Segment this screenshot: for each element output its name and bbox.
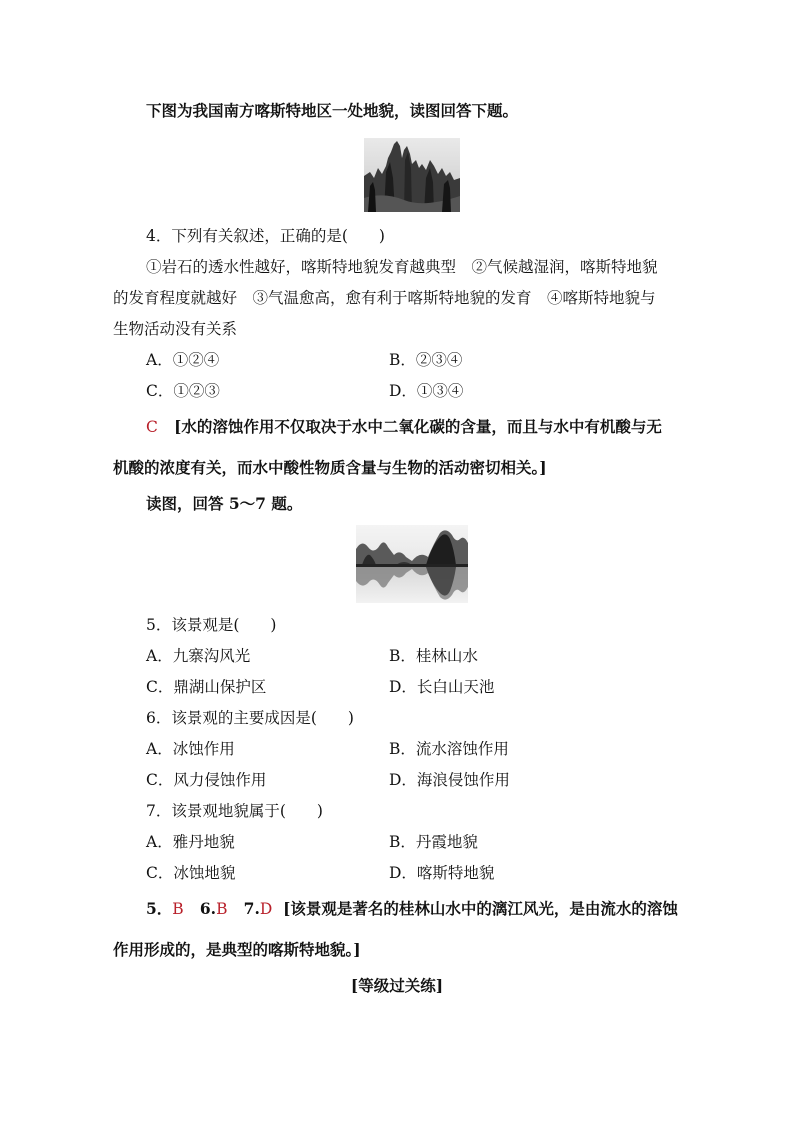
q6-option-d: D．海浪侵蚀作用 [389,771,510,789]
q7-option-c: C．冰蚀地貌 [146,864,236,882]
q5-stem: 5．该景观是( ) [146,616,277,634]
q4-statement-line-1: ①岩石的透水性越好，喀斯特地貌发育越典型 ②气候越湿润，喀斯特地貌 [146,258,658,276]
q4-statement-line-3: 生物活动没有关系 [113,320,238,338]
q5-7-explanation-2: 作用形成的，是典型的喀斯特地貌。] [113,940,361,959]
stone-forest-photo [364,138,460,212]
q4-explanation-1: [水的溶蚀作用不仅取决于水中二氧化碳的含量，而且与水中有机酸与无 [174,417,662,436]
q4-option-a: A．①②④ [146,351,220,369]
q7-option-d: D．喀斯特地貌 [389,864,495,882]
q4-option-c: C．①②③ [146,382,220,400]
q6-answer: B [216,900,228,918]
q4-answer-line [146,417,662,437]
guilin-landscape-photo [356,525,468,603]
q6-stem: 6．该景观的主要成因是( ) [146,709,354,727]
q5-7-answer-line [146,899,678,919]
q6-number: 6. [199,899,217,918]
q4-stem: 4．下列有关叙述，正确的是( ) [146,227,385,245]
q5-option-c: C．鼎湖山保护区 [146,678,267,696]
section-heading: [等级过关练] [350,976,444,995]
q5-number: 5． [146,899,173,918]
q4-option-b: B．②③④ [389,351,463,369]
q6-option-c: C．风力侵蚀作用 [146,771,267,789]
q7-option-a: A．雅丹地貌 [146,833,235,851]
q5-option-a: A．九寨沟风光 [146,647,251,665]
q6-option-b: B．流水溶蚀作用 [389,740,509,758]
intro-text-1: 下图为我国南方喀斯特地区一处地貌，读图回答下题。 [146,101,519,120]
q6-option-a: A．冰蚀作用 [146,740,235,758]
intro-text-2: 读图，回答 5～7 题。 [146,494,303,513]
q7-stem: 7．该景观地貌属于( ) [146,802,323,820]
q4-explanation-2: 机酸的浓度有关，而水中酸性物质含量与生物的活动密切相关。] [113,458,547,477]
q5-7-explanation-1: [该景观是著名的桂林山水中的漓江风光，是由流水的溶蚀 [283,899,678,918]
q4-option-d: D．①③④ [389,382,464,400]
q4-answer: C [146,418,158,436]
q7-answer: D [259,900,273,918]
q5-answer: B [172,900,184,918]
q4-statement-line-2: 的发育程度就越好 ③气温愈高，愈有利于喀斯特地貌的发育 ④喀斯特地貌与 [113,289,656,307]
q7-number: 7. [243,899,260,918]
q7-option-b: B．丹霞地貌 [389,833,478,851]
q5-option-b: B．桂林山水 [389,647,478,665]
q5-option-d: D．长白山天池 [389,678,495,696]
